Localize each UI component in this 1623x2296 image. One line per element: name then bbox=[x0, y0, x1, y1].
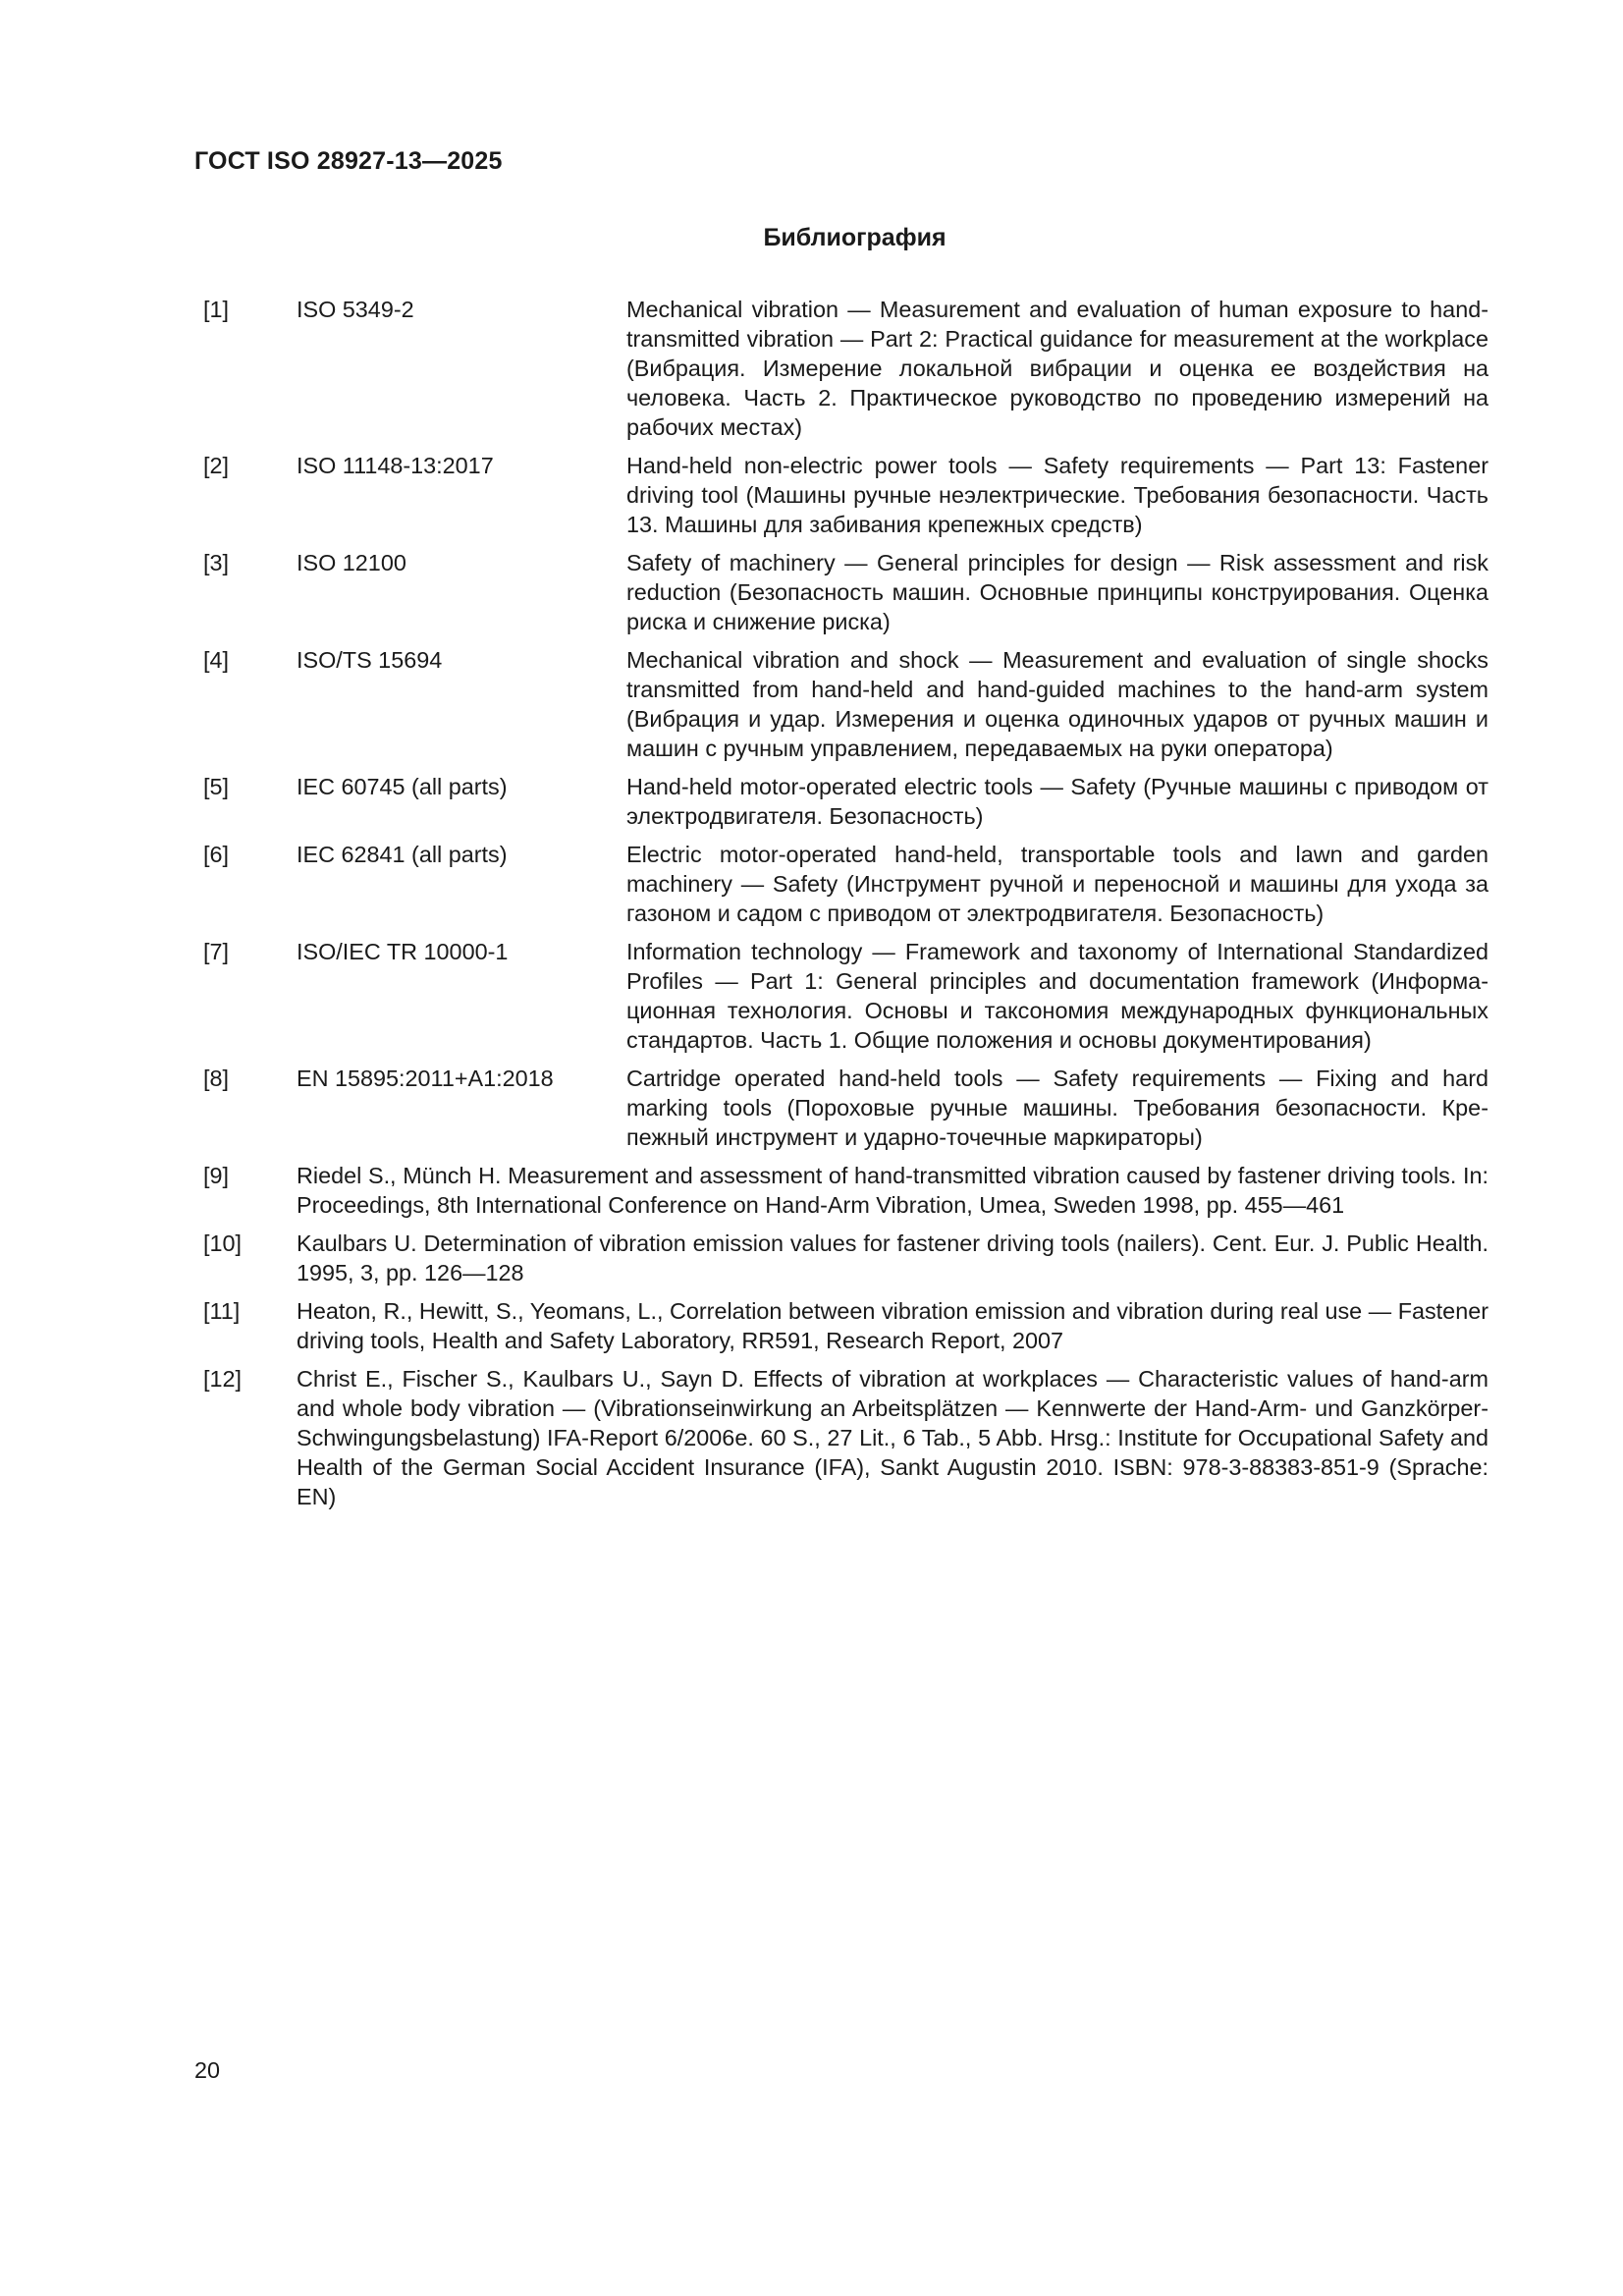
entry-description: Hand-held non-electric power tools — Safety requirements — Part 13: Fastener driving tool (Машины ручные неэлектрические. Требования безопасности. Часть 13. Машины для забивания крепежных средств) bbox=[626, 453, 1488, 537]
entry-description: Cartridge operated hand-held tools — Safety requirements — Fixing and hard marking tools (Пороховые ручные машины. Требования безопасности. Крепежный инструмент и ударно-точечные маркираторы) bbox=[626, 1066, 1488, 1150]
entry-number: [12] bbox=[203, 1366, 243, 1392]
entry-description: Heaton, R., Hewitt, S., Yeomans, L., Correlation between vibration emission and vibration during real use — Fastener driving tools, Health and Safety Laboratory, RR591, Research Report, 2007 bbox=[297, 1298, 1488, 1353]
entry-standard-code: IEC 62841 (all parts) bbox=[297, 842, 508, 867]
entry-number: [8] bbox=[203, 1066, 230, 1091]
entry-standard-code: ISO/IEC TR 10000-1 bbox=[297, 939, 509, 964]
entry-number: [1] bbox=[203, 297, 230, 322]
bibliography-entry bbox=[0, 1296, 1623, 1355]
entry-description: Riedel S., Münch H. Measurement and assessment of hand-transmitted vibration caused by fastener driving tools. In: Proceedings, 8th International Conference on Hand-Arm Vibration, Umea, Sweden 1998, pp. 455—461 bbox=[297, 1163, 1488, 1218]
bibliography-entry bbox=[0, 548, 1623, 636]
bibliography-entry bbox=[0, 937, 1623, 1055]
document-header: ГОСТ ISO 28927-13—2025 bbox=[194, 147, 503, 175]
entry-description: Information technology — Framework and taxonomy of International Standardized Profiles — Part 1: General principles and documentation framework (Информационная технология. Основы и таксономия международных функциональных стандартов. Часть 1. Общие положения и основы документирования) bbox=[626, 939, 1488, 1053]
bibliography-entry bbox=[0, 772, 1623, 831]
entry-standard-code: IEC 60745 (all parts) bbox=[297, 774, 508, 799]
entry-standard-code: ISO 12100 bbox=[297, 550, 406, 575]
entry-description: Safety of machinery — General principles for design — Risk assessment and risk reduction (Безопасность машин. Основные принципы конструирования. Оценка риска и снижение риска) bbox=[626, 550, 1488, 634]
entry-description: Hand-held motor-operated electric tools — Safety (Ручные машины с приводом от электродвигателя. Безопасность) bbox=[626, 774, 1488, 829]
entry-number: [5] bbox=[203, 774, 230, 799]
entry-standard-code: ISO/TS 15694 bbox=[297, 647, 443, 673]
entry-number: [3] bbox=[203, 550, 230, 575]
entry-standard-code: ISO 5349-2 bbox=[297, 297, 414, 322]
bibliography-entry bbox=[0, 295, 1623, 442]
bibliography-list bbox=[0, 295, 1623, 1511]
bibliography-entry bbox=[0, 1229, 1623, 1287]
bibliography-entry bbox=[0, 451, 1623, 539]
bibliography-entry bbox=[0, 1364, 1623, 1511]
bibliography-entry bbox=[0, 1064, 1623, 1152]
bibliography-entry bbox=[0, 645, 1623, 763]
entry-description: Mechanical vibration — Measurement and evaluation of human exposure to hand-transmitted vibration — Part 2: Practical guidance for measurement at the workplace (Вибрация. Измерение локальной вибрации и оценка ее воздействия на человека. Часть 2. Практическое руководство по проведению измерений на рабочих местах) bbox=[626, 297, 1488, 440]
bibliography-entry bbox=[0, 840, 1623, 928]
entry-number: [11] bbox=[203, 1298, 241, 1324]
entry-description: Christ E., Fischer S., Kaulbars U., Sayn D. Effects of vibration at workplaces — Characteristic values of hand-arm and whole body vibration — (Vibrationseinwirkung an Arbeitsplätzen — Kennwerte der Hand-Arm- und Ganzkörper-Schwingungsbelastung) IFA-Report 6/2006e. 60 S., 27 Lit., 6 Tab., 5 Abb. Hrsg.: Institute for Occupational Safety and Health of the German Social Accident Insurance (IFA), Sankt Augustin 2010. ISBN: 978-3-88383-851-9 (Sprache: EN) bbox=[297, 1366, 1488, 1509]
entry-standard-code: EN 15895:2011+A1:2018 bbox=[297, 1066, 554, 1091]
section-title-text: Библиография bbox=[763, 224, 947, 251]
entry-number: [6] bbox=[203, 842, 230, 867]
entry-description: Kaulbars U. Determination of vibration emission values for fastener driving tools (nailers). Cent. Eur. J. Public Health. 1995, 3, pp. 126—128 bbox=[297, 1230, 1488, 1285]
entry-description: Mechanical vibration and shock — Measurement and evaluation of single shocks transmitted from hand-held and hand-guided machines to the hand-arm system (Вибрация и удар. Измерения и оценка одиночных ударов от ручных машин и машин с ручным управлением, передаваемых на руки оператора) bbox=[626, 647, 1488, 761]
entry-description: Electric motor-operated hand-held, transportable tools and lawn and garden machinery — Safety (Инструмент ручной и переносной и машины для ухода за газоном и садом с приводом от электродвигателя. Безопасность) bbox=[626, 842, 1488, 926]
section-title bbox=[0, 224, 1623, 252]
entry-number: [2] bbox=[203, 453, 230, 478]
page-number: 20 bbox=[194, 2057, 221, 2083]
entry-number: [10] bbox=[203, 1230, 243, 1256]
entry-number: [9] bbox=[203, 1163, 230, 1188]
entry-number: [7] bbox=[203, 939, 230, 964]
entry-number: [4] bbox=[203, 647, 230, 673]
entry-standard-code: ISO 11148-13:2017 bbox=[297, 453, 494, 478]
bibliography-entry bbox=[0, 1161, 1623, 1220]
